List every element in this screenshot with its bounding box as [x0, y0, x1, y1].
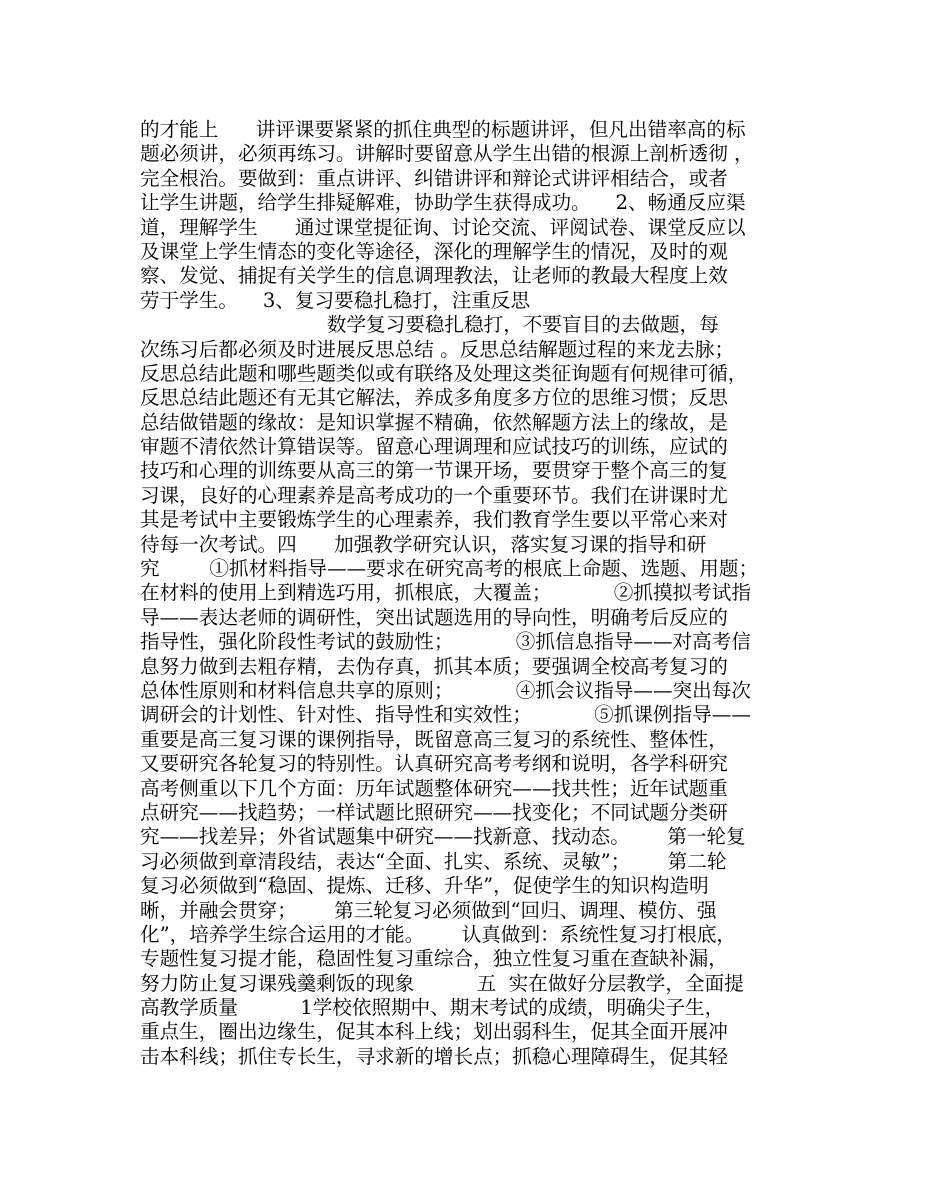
text-line: 劳于学生。 3、复习要稳扎稳打，注重反思 — [140, 288, 531, 312]
text-line: 点研究——找趋势；一样试题比照研究——找变化；不同试题分类研 — [140, 800, 728, 824]
text-line: 调研会的计划性、针对性、指导性和实效性； ⑤抓课例指导—— — [140, 703, 751, 727]
text-line: 在材料的使用上到精选巧用，抓根底，大覆盖； ②抓摸拟考试指 — [140, 581, 751, 605]
text-line: 重要是高三复习课的课例指导，既留意高三复习的系统性、整体性， — [140, 727, 728, 751]
text-line: 其是考试中主要锻炼学生的心理素养，我们教育学生要以平常心来对 — [140, 508, 728, 532]
text-line: 化”，培养学生综合运用的才能。 认真做到：系统性复习打根底， — [140, 922, 737, 946]
text-line: 又要研究各轮复习的特别性。认真研究高考考纲和说明，各学科研究 — [140, 752, 728, 776]
text-line: 专题性复习提才能，稳固性复习重综合，独立性复习重在查缺补漏， — [140, 947, 728, 971]
text-line: 指导性，强化阶段性考试的鼓励性； ③抓信息指导——对高考信 — [140, 630, 751, 654]
body-text — [140, 118, 820, 1069]
text-line: 总体性原则和材料信息共享的原则； ④抓会议指导——突出每次 — [140, 678, 751, 702]
text-line: 复习必须做到“稳固、提炼、迁移、升华”，促使学生的知识构造明 — [140, 874, 709, 898]
text-line: 晰，并融会贯穿； 第三轮复习必须做到“回归、调理、模仿、强 — [140, 898, 717, 922]
text-line: 让学生讲题，给学生排疑解难，协助学生获得成功。 2、畅通反应渠 — [140, 191, 746, 215]
text-line: 及课堂上学生情态的变化等途径，深化的理解学生的情况，及时的观 — [140, 239, 728, 263]
text-line: 总结做错题的缘故：是知识掌握不精确，依然解题方法上的缘故，是 — [140, 410, 728, 434]
text-line: 反思总结此题还有无其它解法，养成多角度多方位的思维习惯；反思 — [140, 386, 728, 410]
text-line: 题必须讲，必须再练习。讲解时要留意从学生出错的根源上剖析透彻 ， — [140, 142, 754, 166]
text-line: 习必须做到章清段结，表达“全面、扎实、系统、灵敏”； 第二轮 — [140, 849, 727, 873]
text-line: 待每一次考试。四 加强教学研究认识，落实复习课的指导和研 — [140, 532, 707, 556]
text-line: 数学复习要稳扎稳打，不要盲目的去做题，每 — [140, 313, 719, 337]
text-line: 反思总结此题和哪些题类似或有联络及处理这类征询题有何规律可循， — [140, 361, 748, 385]
text-line: 次练习后都必须及时进展反思总结 。反思总结解题过程的来龙去脉； — [140, 337, 735, 361]
text-line: 高教学质量 1学校依照期中、期末考试的成绩，明确尖子生， — [140, 996, 725, 1020]
text-line: 息努力做到去粗存精，去伪存真，抓其本质；要强调全校高考复习的 — [140, 654, 728, 678]
text-line: 重点生，圈出边缘生，促其本科上线；划出弱科生，促其全面开展冲 — [140, 1020, 728, 1044]
text-line: 习课，良好的心理素养是高考成功的一个重要环节。我们在讲课时尤 — [140, 483, 728, 507]
text-line: 究 ①抓材料指导——要求在研究高考的根底上命题、选题、用题； — [140, 557, 759, 581]
text-line: 究——找差异；外省试题集中研究——找新意、找动态。 第一轮复 — [140, 825, 746, 849]
text-line: 审题不清依然计算错误等。留意心理调理和应试技巧的训练，应试的 — [140, 435, 728, 459]
text-line: 完全根治。要做到：重点讲评、纠错讲评和辩论式讲评相结合，或者 — [140, 166, 728, 190]
text-line: 击本科线；抓住专长生，寻求新的增长点；抓稳心理障碍生，促其轻 — [140, 1044, 728, 1068]
text-line: 道，理解学生 通过课堂提征询、讨论交流、评阅试卷、课堂反应以 — [140, 215, 746, 239]
text-line: 导——表达老师的调研性，突出试题选用的导向性，明确考后反应的 — [140, 605, 728, 629]
text-line: 的才能上 讲评课要紧紧的抓住典型的标题讲评，但凡出错率高的标 — [140, 118, 746, 141]
text-line: 技巧和心理的训练要从高三的第一节课开场，要贯穿于整个高三的复 — [140, 459, 728, 483]
text-line: 察、发觉、捕捉有关学生的信息调理教法，让老师的教最大程度上效 — [140, 264, 728, 288]
text-line: 努力防止复习课残羹剩饭的现象 五 实在做好分层教学，全面提 — [140, 971, 744, 995]
text-line: 高考侧重以下几个方面：历年试题整体研究——找共性；近年试题重 — [140, 776, 728, 800]
